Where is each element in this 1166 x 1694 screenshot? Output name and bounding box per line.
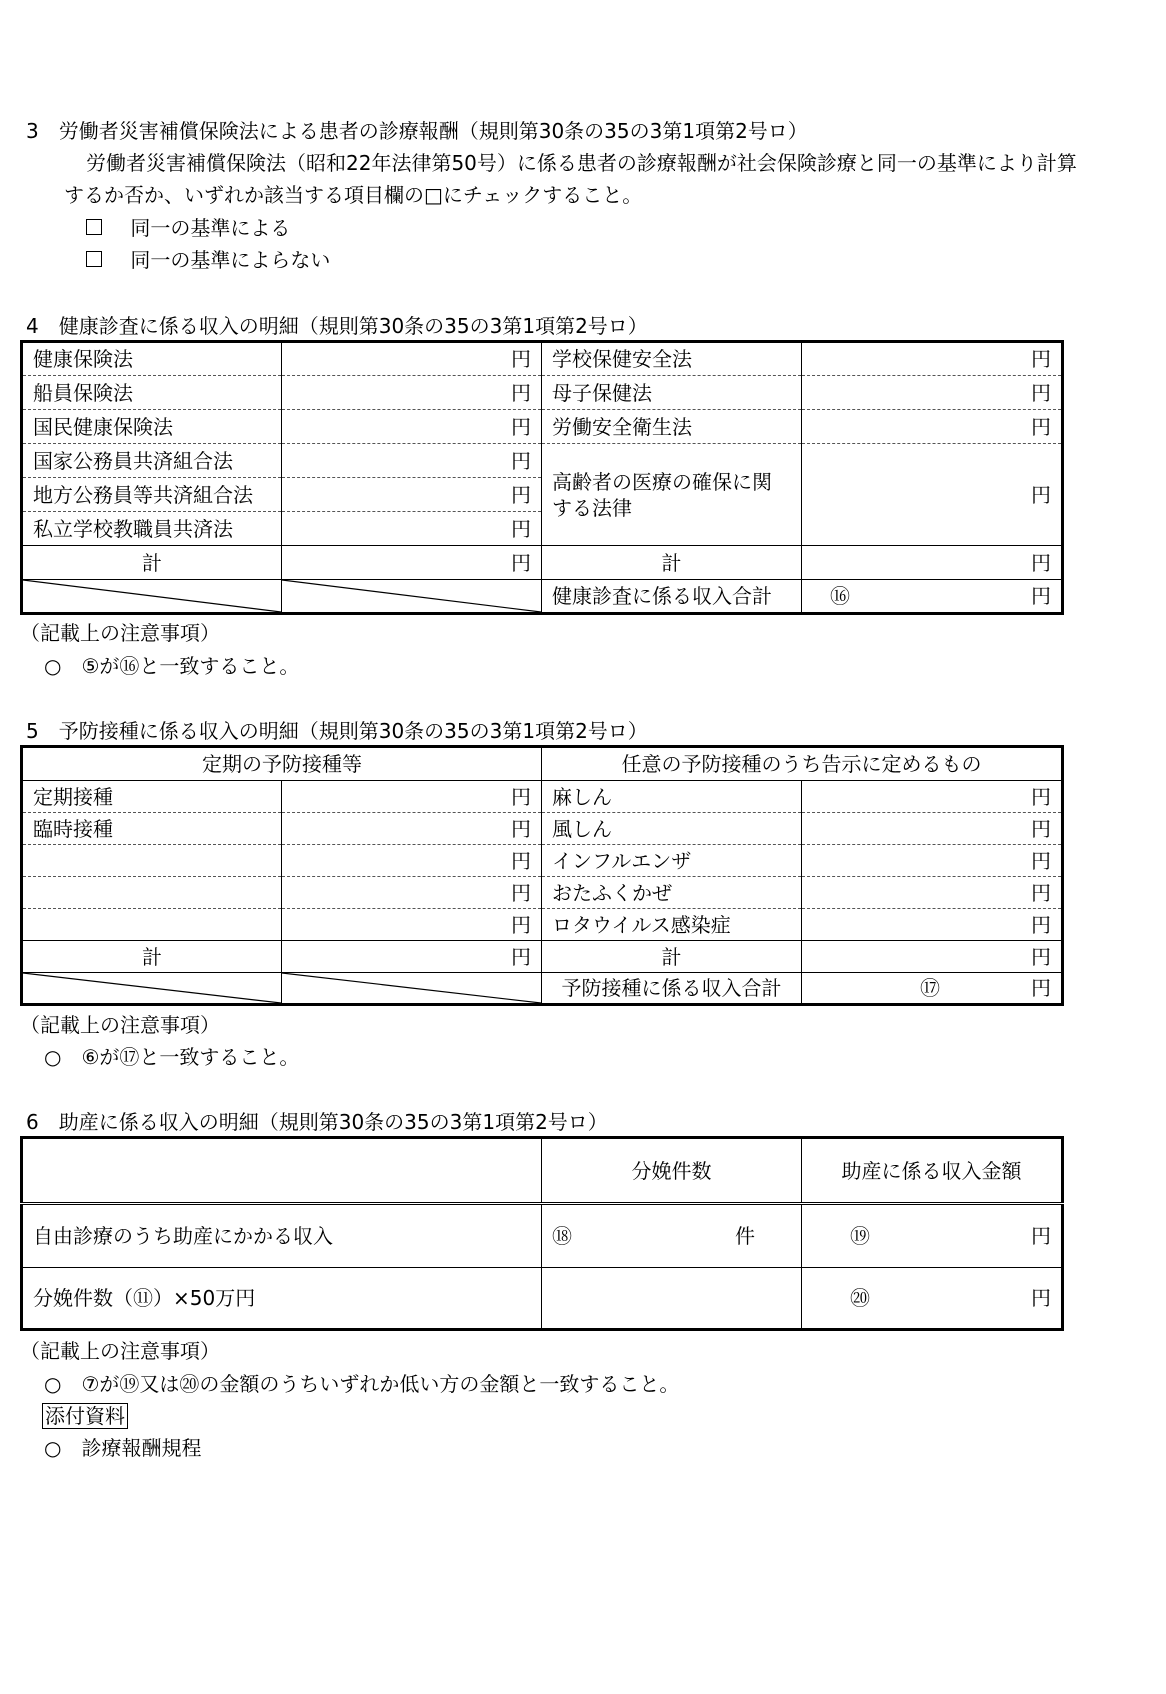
row-label: 母子保健法	[542, 376, 802, 410]
section6-note: ○ ⑦が⑲又は⑳の金額のうちいずれか低い方の金額と一致すること。	[44, 1372, 680, 1396]
row-label: 国民健康保険法	[22, 410, 282, 444]
free-practice-midwifery-label: 自由診療のうち助産にかかる収入	[22, 1204, 542, 1268]
midwifery-amount-header: 助産に係る収入金額	[802, 1138, 1063, 1204]
row-label[interactable]	[22, 909, 282, 941]
row-label: 臨時接種	[22, 813, 282, 845]
amount-cell[interactable]: 円	[802, 444, 1063, 546]
amount-cell[interactable]: 円	[802, 781, 1063, 813]
row-label: インフルエンザ	[542, 845, 802, 877]
section4-note: ○ ⑤が⑯と一致すること。	[44, 654, 300, 678]
section4-notes-heading: （記載上の注意事項）	[20, 621, 220, 645]
diagonal-blank-cell	[282, 580, 542, 614]
row-label-elderly-medical-law: 高齢者の医療の確保に関 する法律	[542, 444, 802, 546]
row-label: 地方公務員等共済組合法	[22, 478, 282, 512]
grand-total-label: 健康診査に係る収入合計	[542, 580, 802, 614]
row-label: 国家公務員共済組合法	[22, 444, 282, 478]
section5-notes-heading: （記載上の注意事項）	[20, 1013, 220, 1037]
row-label[interactable]	[22, 877, 282, 909]
row-label: 風しん	[542, 813, 802, 845]
births-times-amount-label: 分娩件数（⑪）×50万円	[22, 1268, 542, 1330]
midwifery-amount-cell[interactable]: ⑳ 円	[802, 1268, 1063, 1330]
row-label[interactable]	[22, 845, 282, 877]
amount-cell[interactable]: 円	[282, 410, 542, 444]
subtotal-label: 計	[542, 941, 802, 973]
amount-cell[interactable]: 円	[282, 376, 542, 410]
checkbox-same-standard[interactable]	[86, 219, 102, 235]
option-same-standard[interactable]	[86, 218, 290, 238]
blank-header-cell	[22, 1138, 542, 1204]
option-not-same-standard-label: 同一の基準によらない	[130, 248, 331, 272]
amount-cell[interactable]: 円	[282, 478, 542, 512]
amount-cell[interactable]: 円	[802, 877, 1063, 909]
amount-cell[interactable]: 円	[802, 342, 1063, 376]
amount-cell[interactable]: 円	[282, 342, 542, 376]
subtotal-label: 計	[542, 546, 802, 580]
births-count-cell[interactable]: ⑱ 件	[542, 1204, 802, 1268]
amount-cell[interactable]: 円	[282, 781, 542, 813]
health-checkup-table	[20, 340, 1064, 615]
grand-total-label: 予防接種に係る収入合計	[542, 973, 802, 1005]
section5-title: 5 予防接種に係る収入の明細（規則第30条の35の3第1項第2号ロ）	[26, 719, 648, 743]
subtotal-cell[interactable]: 円	[802, 546, 1063, 580]
row-label: 私立学校教職員共済法	[22, 512, 282, 546]
section3-title: 3 労働者災害補償保険法による患者の診療報酬（規則第30条の35の3第1項第2号ロ）	[26, 119, 808, 143]
amount-cell[interactable]: 円	[282, 909, 542, 941]
amount-cell[interactable]: 円	[282, 845, 542, 877]
amount-cell[interactable]: 円	[802, 813, 1063, 845]
midwifery-amount-cell[interactable]: ⑲ 円	[802, 1204, 1063, 1268]
subtotal-cell[interactable]: 円	[802, 941, 1063, 973]
section3-body-line1: 労働者災害補償保険法（昭和22年法律第50号）に係る患者の診療報酬が社会保険診療と同一の基準により計算	[86, 151, 1077, 175]
subtotal-cell[interactable]: 円	[282, 941, 542, 973]
amount-cell[interactable]: 円	[802, 909, 1063, 941]
amount-cell[interactable]: 円	[282, 877, 542, 909]
row-label: 船員保険法	[22, 376, 282, 410]
amount-cell[interactable]: 円	[282, 444, 542, 478]
section6-title: 6 助産に係る収入の明細（規則第30条の35の3第1項第2号ロ）	[26, 1110, 608, 1134]
grand-total-cell[interactable]: ⑰ 円	[802, 973, 1063, 1005]
option-not-same-standard[interactable]	[86, 250, 330, 270]
diagonal-blank-cell	[22, 973, 282, 1005]
optional-vaccination-header: 任意の予防接種のうち告示に定めるもの	[542, 747, 1063, 781]
checkbox-not-same-standard[interactable]	[86, 251, 102, 267]
option-same-standard-label: 同一の基準による	[130, 216, 291, 240]
section6-notes-heading: （記載上の注意事項）	[20, 1339, 220, 1363]
vaccination-table	[20, 745, 1064, 1006]
attachment-item: ○ 診療報酬規程	[44, 1436, 202, 1460]
amount-cell[interactable]: 円	[282, 512, 542, 546]
row-label: ロタウイルス感染症	[542, 909, 802, 941]
amount-cell[interactable]: 円	[802, 376, 1063, 410]
attachment-label: 添付資料	[42, 1403, 128, 1429]
regular-vaccination-header: 定期の予防接種等	[22, 747, 542, 781]
row-label: 健康保険法	[22, 342, 282, 376]
amount-cell[interactable]: 円	[282, 813, 542, 845]
row-label: 学校保健安全法	[542, 342, 802, 376]
section5-note: ○ ⑥が⑰と一致すること。	[44, 1045, 300, 1069]
subtotal-label: 計	[22, 941, 282, 973]
row-label: 労働安全衛生法	[542, 410, 802, 444]
diagonal-blank-cell	[282, 973, 542, 1005]
row-label: 麻しん	[542, 781, 802, 813]
births-count-header: 分娩件数	[542, 1138, 802, 1204]
row-label: おたふくかぜ	[542, 877, 802, 909]
midwifery-table	[20, 1136, 1064, 1331]
amount-cell[interactable]: 円	[802, 845, 1063, 877]
section4-title: 4 健康診査に係る収入の明細（規則第30条の35の3第1項第2号ロ）	[26, 314, 648, 338]
grand-total-cell[interactable]: ⑯ 円	[802, 580, 1063, 614]
blank-births-cell	[542, 1268, 802, 1330]
row-label: 定期接種	[22, 781, 282, 813]
diagonal-blank-cell	[22, 580, 282, 614]
amount-cell[interactable]: 円	[802, 410, 1063, 444]
subtotal-label: 計	[22, 546, 282, 580]
subtotal-cell[interactable]: 円	[282, 546, 542, 580]
section3-body-line2: するか否か、いずれか該当する項目欄の□にチェックすること。	[64, 183, 643, 207]
